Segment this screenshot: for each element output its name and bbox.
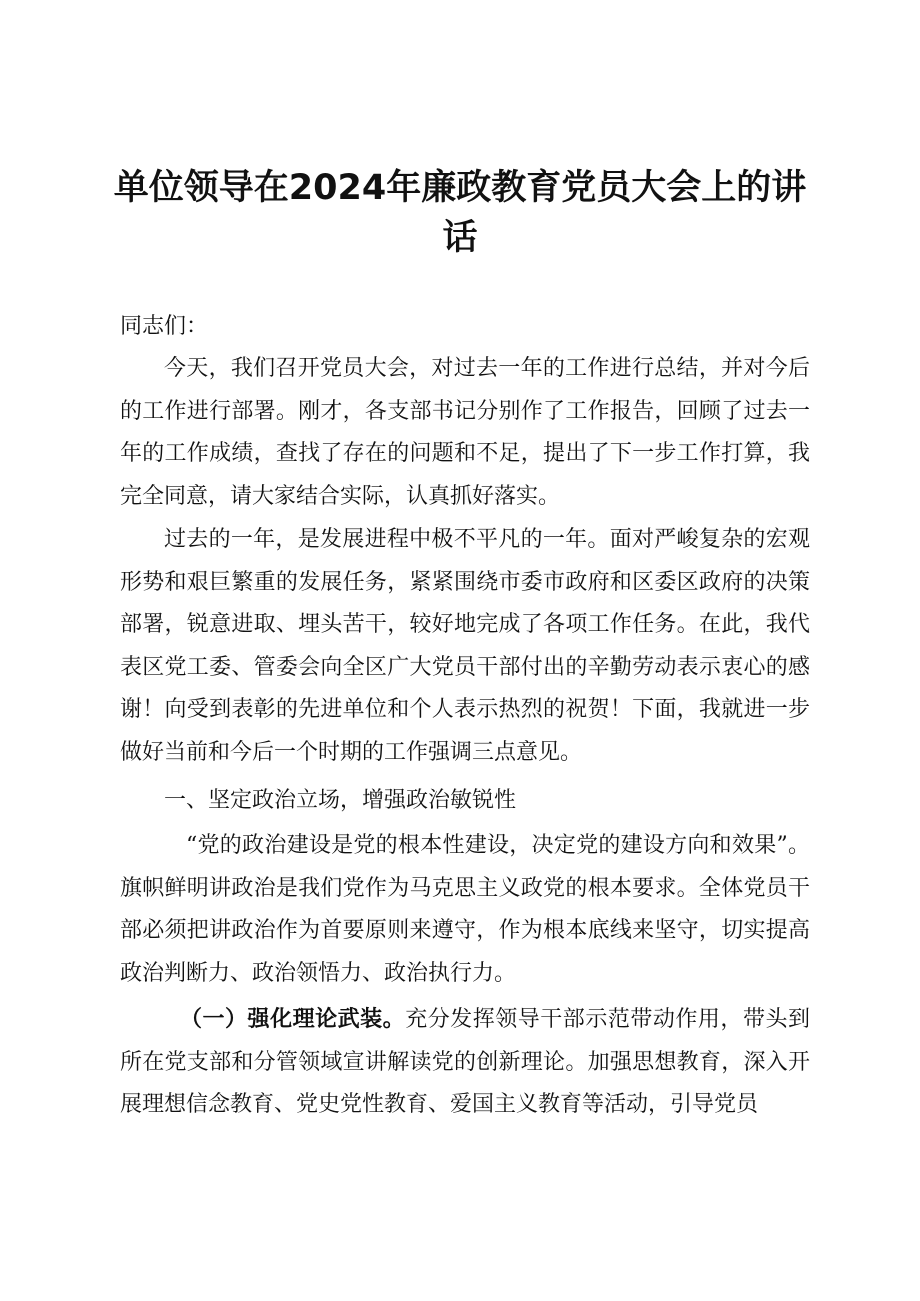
paragraph-theory-armament [120,999,810,1127]
section-heading-1: 一、坚定政治立场，增强政治敏锐性 [164,788,517,813]
salutation: 同志们： [120,314,209,339]
paragraph-review: 过去的一年，是发展进程中极不平凡的一年。面对严峻复杂的宏观形势和艰巨繁重的发展任务，紧紧围绕市委市政府和区委区政府的决策部署，锐意进取、埋头苦干，较好地完成了各项工作任务。在此，我代表区党工委、管委会向全区广大党员干部付出的辛勤劳动表示衷心的感谢！向受到表彰的先进单位和个人表示热烈的祝贺！下面，我就进一步做好当前和今后一个时期的工作强调三点意见。 [120,527,810,765]
document-title-line-1: 单位领导在2024年廉政教育党员大会上的讲 [113,168,807,208]
paragraph-theory-armament-body: 充分发挥领导干部示范带动作用，带头到所在党支部和分管领域宣讲解读党的创新理论。加强思想教育，深入开展理想信念教育、党史党性教育、爱国主义教育等活动，引导党员 [120,1007,810,1117]
paragraph-political-construction: “党的政治建设是党的根本性建设，决定党的建设方向和效果”。旗帜鲜明讲政治是我们党作为马克思主义政党的根本要求。全体党员干部必须把讲政治作为首要原则来遵守，作为根本底线来坚守，切实提高政治判断力、政治领悟力、政治执行力。 [120,833,810,986]
paragraph-opening: 今天，我们召开党员大会，对过去一年的工作进行总结，并对今后的工作进行部署。刚才，各支部书记分别作了工作报告，回顾了过去一年的工作成绩，查找了存在的问题和不足，提出了下一步工作打算，我完全同意，请大家结合实际，认真抓好落实。 [120,356,810,509]
document-title-line-2: 话 [442,218,478,258]
subsection-heading-1: （一）强化理论武装。 [180,1007,406,1032]
